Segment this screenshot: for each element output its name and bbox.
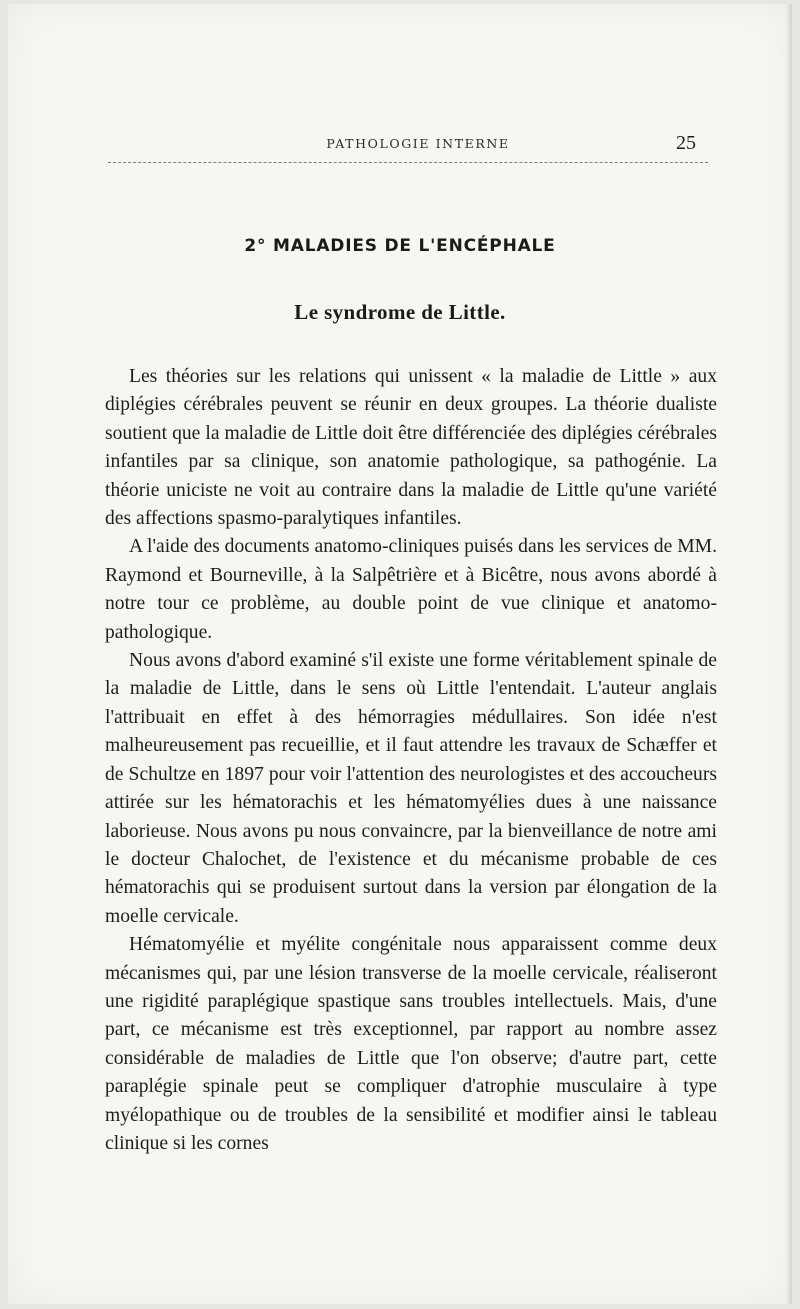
- book-page: [8, 4, 792, 1304]
- running-title: PATHOLOGIE INTERNE: [326, 136, 510, 151]
- header-rule: [108, 162, 708, 163]
- paragraph: A l'aide des documents anatomo-cliniques puisés dans les services de MM. Raymond et Bourneville, à la Salpêtrière et à Bicêtre, nous avons abordé à notre tour ce problème, au double point de vue clinique et anatomo-pathologique.: [105, 536, 717, 643]
- section-subtitle: Le syndrome de Little.: [294, 300, 506, 324]
- paragraph: Nous avons d'abord examiné s'il existe une forme véritablement spinale de la maladie de Little, dans le sens où Little l'entendait. L'auteur anglais l'attribuait en effet à des hémorragies médullaires. Son idée n'est malheureusement pas recueillie, et il faut attendre les travaux de Schæffer et de Schultze en 1897 pour voir l'attention des neurologistes et des accoucheurs attirée sur les hématorachis et les hématomyélies dues à une naissance laborieuse. Nous avons pu nous convaincre, par la bienveillance de notre ami le docteur Chalochet, de l'existence et du mécanisme probable de ces hématorachis qui se produisent surtout dans la version par élongation de la moelle cervicale.: [105, 650, 717, 927]
- paragraph: Les théories sur les relations qui unissent « la maladie de Little » aux diplégies cérébrales peuvent se réunir en deux groupes. La théorie dualiste soutient que la maladie de Little doit être différenciée des diplégies cérébrales infantiles par sa clinique, son anatomie pathologique, sa pathogénie. La théorie uniciste ne voit au contraire dans la maladie de Little qu'une variété des affections spasmo-paralytiques infantiles.: [105, 366, 717, 530]
- running-header: [8, 134, 792, 154]
- page-number: 25: [676, 132, 696, 154]
- body-text: [105, 363, 717, 1158]
- section-title: 2° MALADIES DE L'ENCÉPHALE: [244, 236, 556, 256]
- paragraph: Hématomyélie et myélite congénitale nous apparaissent comme deux mécanismes qui, par une lésion transverse de la moelle cervicale, réaliseront une rigidité paraplégique spastique sans troubles intellectuels. Mais, d'une part, ce mécanisme est très exceptionnel, par rapport au nombre assez considérable de maladies de Little que l'on observe; d'autre part, cette paraplégie spinale peut se compliquer d'atrophie musculaire à type myélopathique ou de troubles de la sensibilité et modifier ainsi le tableau clinique si les cornes: [105, 934, 717, 1154]
